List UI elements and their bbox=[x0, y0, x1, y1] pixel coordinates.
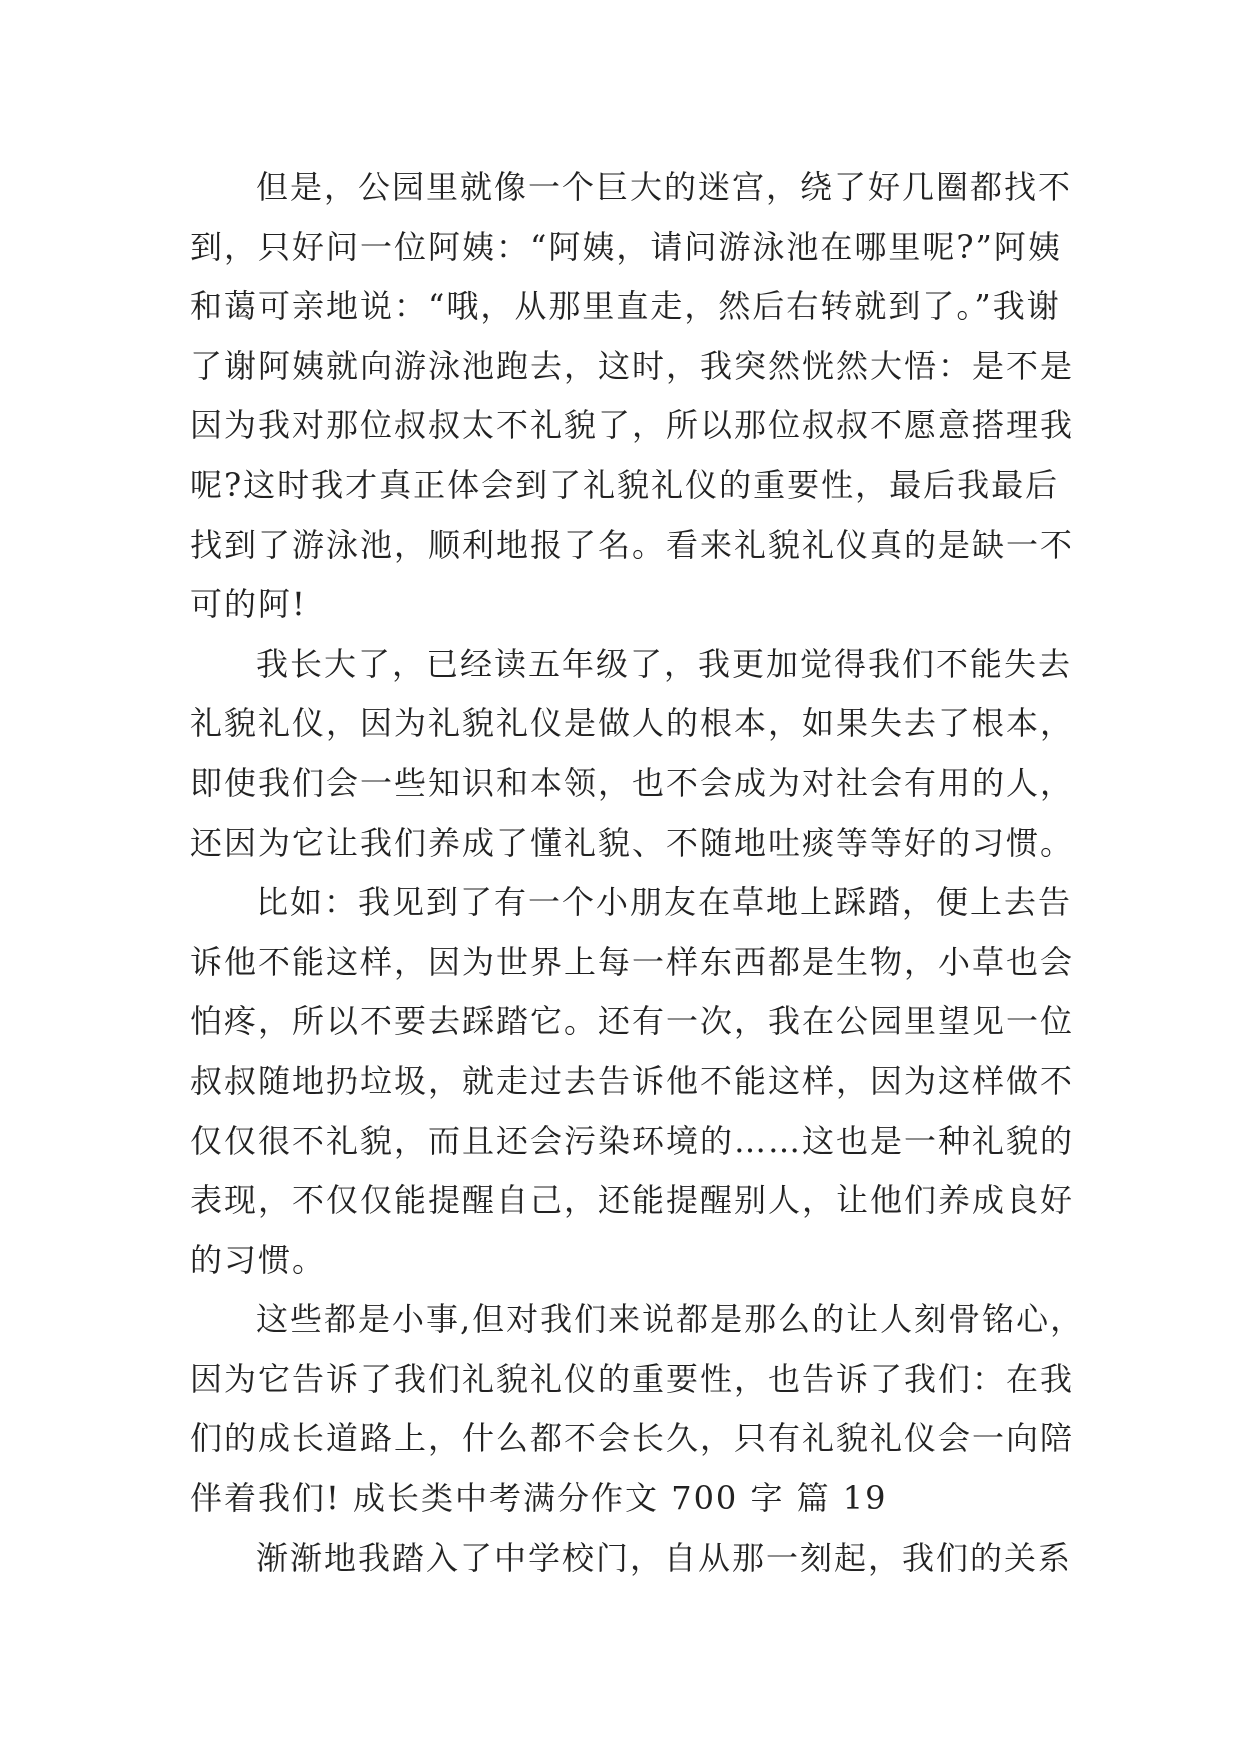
essay-text bbox=[190, 158, 1085, 1588]
text-line: 渐渐地我踏入了中学校门，自从那一刻起，我们的关系 bbox=[256, 1538, 1073, 1577]
text-line: 和蔼可亲地说：“哦，从那里直走，然后右转就到了。”我谢 bbox=[190, 287, 1061, 326]
text-line: 伴着我们! 成长类中考满分作文 700 字 篇 19 bbox=[190, 1479, 888, 1518]
text-line: 们的成长道路上，什么都不会长久，只有礼貌礼仪会一向陪 bbox=[190, 1419, 1075, 1458]
text-line: 叔叔随地扔垃圾，就走过去告诉他不能这样，因为这样做不 bbox=[190, 1061, 1075, 1100]
text-line: 的习惯。 bbox=[190, 1240, 327, 1279]
text-line: 怕疼，所以不要去踩踏它。还有一次，我在公园里望见一位 bbox=[190, 1002, 1075, 1041]
text-line: 还因为它让我们养成了懂礼貌、不随地吐痰等等好的习惯。 bbox=[190, 823, 1075, 862]
text-line: 但是，公园里就像一个巨大的迷宫，绕了好几圈都找不 bbox=[256, 168, 1073, 206]
text-line: 因为我对那位叔叔太不礼貌了，所以那位叔叔不愿意搭理我 bbox=[190, 406, 1075, 445]
text-line: 这些都是小事,但对我们来说都是那么的让人刻骨铭心， bbox=[256, 1300, 1085, 1339]
text-line: 找到了游泳池，顺利地报了名。看来礼貌礼仪真的是缺一不 bbox=[190, 525, 1075, 564]
text-line: 比如：我见到了有一个小朋友在草地上踩踏，便上去告 bbox=[256, 883, 1073, 922]
text-line: 到，只好问一位阿姨：“阿姨，请问游泳池在哪里呢?”阿姨 bbox=[190, 227, 1062, 266]
text-line: 我长大了，已经读五年级了，我更加觉得我们不能失去 bbox=[256, 644, 1073, 683]
text-line: 诉他不能这样，因为世界上每一样东西都是生物，小草也会 bbox=[190, 942, 1075, 981]
text-line: 表现，不仅仅能提醒自己，还能提醒别人，让他们养成良好 bbox=[190, 1181, 1075, 1220]
text-line: 仅仅很不礼貌，而且还会污染环境的……这也是一种礼貌的 bbox=[190, 1121, 1075, 1160]
text-line: 礼貌礼仪，因为礼貌礼仪是做人的根本，如果失去了根本， bbox=[190, 704, 1075, 743]
text-line: 了谢阿姨就向游泳池跑去，这时，我突然恍然大悟：是不是 bbox=[190, 346, 1075, 385]
text-line: 即使我们会一些知识和本领，也不会成为对社会有用的人， bbox=[190, 763, 1075, 802]
text-line: 因为它告诉了我们礼貌礼仪的重要性，也告诉了我们：在我 bbox=[190, 1359, 1075, 1398]
text-line: 可的阿! bbox=[190, 585, 307, 624]
text-line: 呢?这时我才真正体会到了礼貌礼仪的重要性，最后我最后 bbox=[190, 465, 1060, 504]
